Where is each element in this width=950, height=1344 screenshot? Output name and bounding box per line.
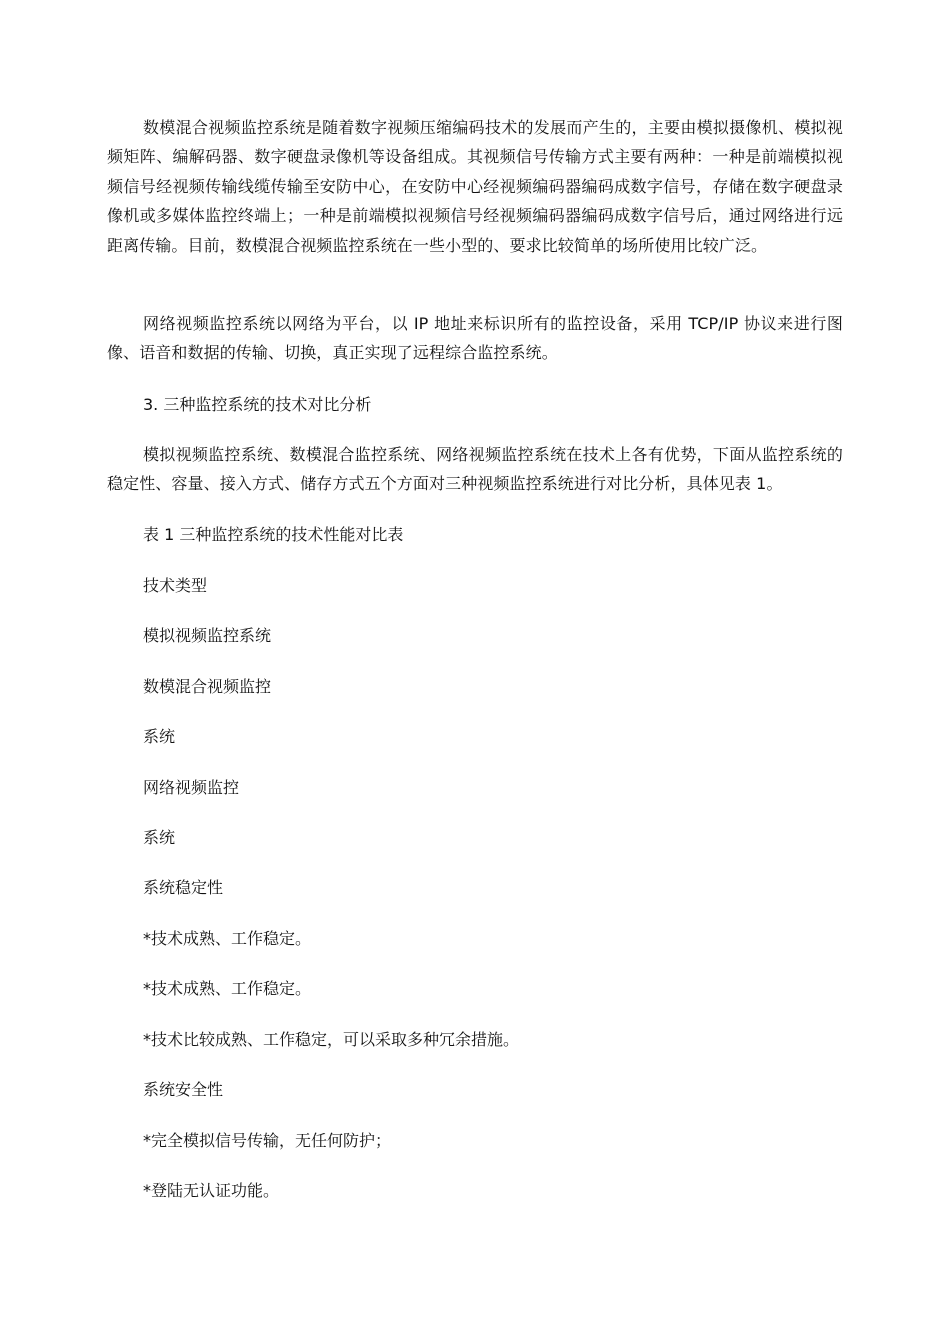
table-cell: *完全模拟信号传输，无任何防护； bbox=[143, 1131, 392, 1150]
table-cell: 数模混合视频监控 bbox=[143, 677, 272, 696]
table-cell: 系统 bbox=[143, 828, 176, 847]
table-cell: 系统稳定性 bbox=[143, 878, 224, 897]
paragraph-hybrid-system: 数模混合视频监控系统是随着数字视频压缩编码技术的发展而产生的，主要由模拟摄像机、模拟视频矩阵、编解码器、数字硬盘录像机等设备组成。其视频信号传输方式主要有两种：一种是前端模拟视频信号经视频传输线缆传输至安防中心，在安防中心经视频编码器编码成数字信号，存储在数字硬盘录像机或多媒体监控终端上；一种是前端模拟视频信号经视频编码器编码成数字信号后，通过网络进行远距离传输。目前，数模混合视频监控系统在一些小型的、要求比较简单的场所使用比较广泛。 bbox=[107, 118, 843, 255]
paragraph-network-system: 网络视频监控系统以网络为平台，以 IP 地址来标识所有的监控设备，采用 TCP/IP 协议来进行图像、语音和数据的传输、切换，真正实现了远程综合监控系统。 bbox=[107, 314, 843, 363]
section-heading: 3. 三种监控系统的技术对比分析 bbox=[143, 395, 372, 414]
table-cell: *技术成熟、工作稳定。 bbox=[143, 929, 312, 948]
table-cell: *技术比较成熟、工作稳定，可以采取多种冗余措施。 bbox=[143, 1030, 520, 1049]
table-cell: 模拟视频监控系统 bbox=[143, 626, 272, 645]
table-caption: 表 1 三种监控系统的技术性能对比表 bbox=[143, 525, 404, 544]
table-cell: *登陆无认证功能。 bbox=[143, 1181, 280, 1200]
table-cell: 系统 bbox=[143, 727, 176, 746]
table-cell: 网络视频监控 bbox=[143, 778, 240, 797]
paragraph-comparison-intro: 模拟视频监控系统、数模混合监控系统、网络视频监控系统在技术上各有优势，下面从监控系统的稳定性、容量、接入方式、储存方式五个方面对三种视频监控系统进行对比分析，具体见表 1。 bbox=[107, 445, 843, 494]
table-cell: 系统安全性 bbox=[143, 1080, 224, 1099]
table-cell: *技术成熟、工作稳定。 bbox=[143, 979, 312, 998]
table-cell: 技术类型 bbox=[143, 576, 208, 595]
